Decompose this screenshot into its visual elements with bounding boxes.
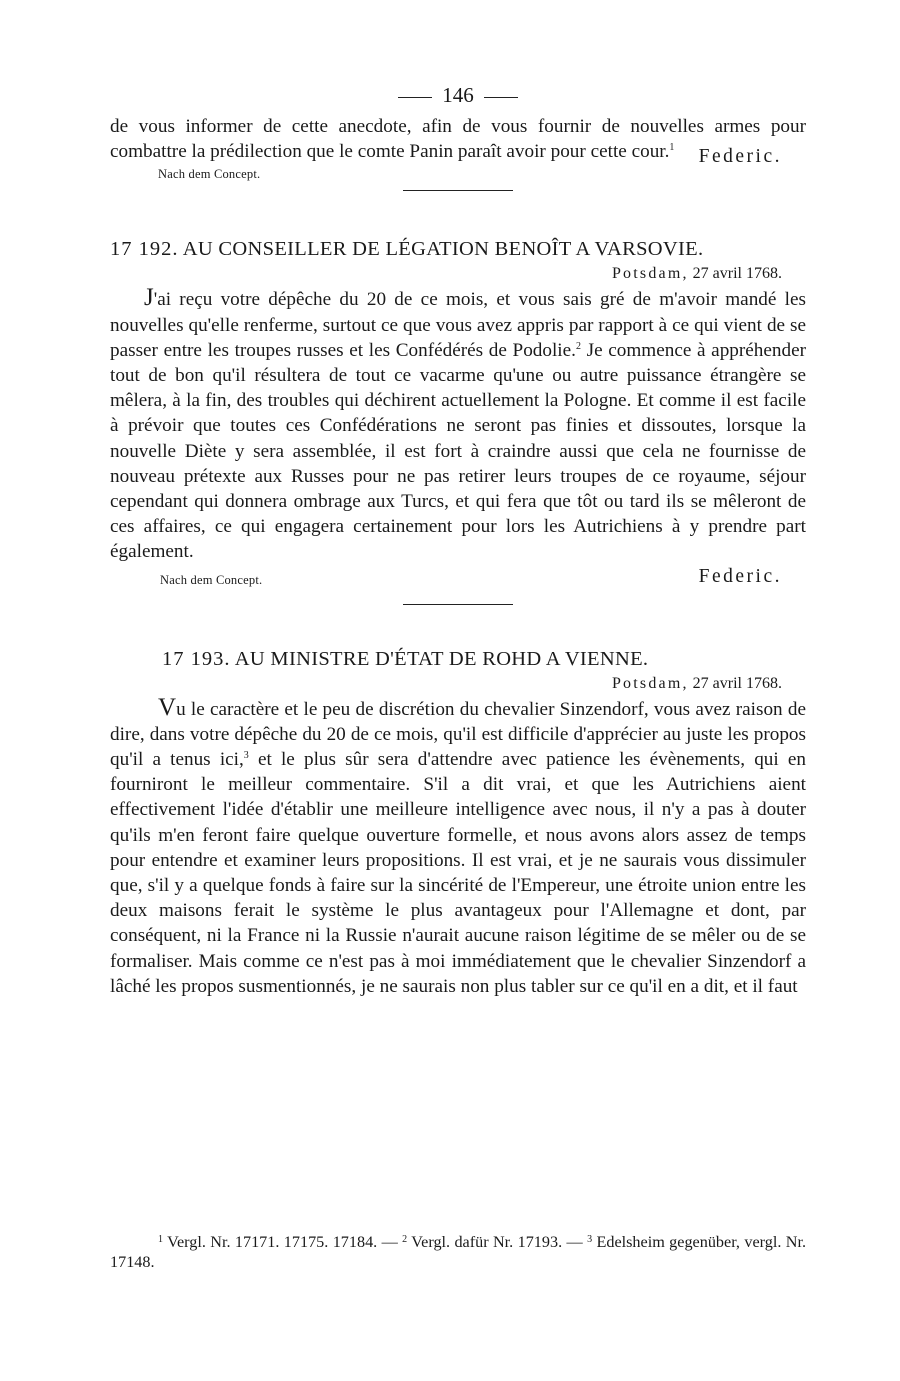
letter-number: 17 193.	[162, 647, 231, 670]
signature: Federic.	[698, 565, 782, 587]
header-dash-right	[484, 97, 518, 98]
letter-text-part-2: Je commence à appréhender tout de bon qu'il résultera de tout ce vacarme qu'une ou autre puissance étrangère se mêlera, à la fin, des troubles qui déchirent actuellement la Pologne. Et comme il est facile à prévoir que toutes ces Confédérations ne seront pas finies et dissoutes, lorsque la nouvelle Diète y sera assemblée, il est fort à craindre aussi que cela ne fournisse de nouveau prétexte aux Russes pour ne pas retirer leurs troupes de ce royaume, séjour cependant qui donnera ombrage aux Turcs, et qui fera que tôt ou tard ils se mêleront de ces affaires, ce qui engagera certainement pour lors les Autrichiens à y prendre part également.	[110, 339, 806, 563]
letter-date: 27 avril 1768.	[692, 674, 782, 692]
letter-heading	[162, 645, 806, 673]
letter-title: AU CONSEILLER DE LÉGATION BENOÎT A VARSOVIE.	[182, 238, 704, 261]
source-note: Nach dem Concept.	[158, 167, 261, 182]
letter-dateline	[110, 673, 782, 695]
letter-text-part-1: u le caractère et le peu de discrétion du chevalier Sinzendorf, vous avez raison de dire, dans votre dépêche du 20 de ce mois, qu'il est difficile d'apprécier au juste les propos qu'il a tenus ici,	[110, 698, 806, 771]
footnote-marker: 2	[402, 1234, 408, 1245]
intro-text: de vous informer de cette anecdote, afin de vous fournir de nouvelles armes pour combattre la prédilection que le comte Panin paraît avoir pour cette cour.	[110, 116, 806, 163]
letter-heading	[110, 235, 806, 263]
letter-place: Potsdam,	[611, 674, 689, 692]
initial-letter: J	[144, 284, 154, 312]
letter-title: AU MINISTRE D'ÉTAT DE ROHD A VIENNE.	[234, 647, 649, 670]
letter-place: Potsdam,	[611, 265, 689, 283]
page-number: 146	[442, 83, 474, 107]
footnote-marker: 3	[587, 1234, 593, 1245]
letter-paragraph	[110, 693, 806, 999]
initial-letter: V	[158, 693, 177, 721]
footnote-ref: 2	[575, 340, 581, 352]
source-note: Nach dem Concept.	[160, 572, 263, 587]
footnote-marker: 1	[158, 1234, 163, 1245]
letter-paragraph	[110, 284, 806, 564]
page-body	[110, 80, 806, 999]
letter-dateline	[110, 263, 782, 285]
footnote-text: Vergl. dafür Nr. 17193. —	[407, 1233, 588, 1251]
footnote-text: Vergl. Nr. 17171. 17175. 17184. —	[163, 1233, 403, 1251]
section-rule	[403, 190, 513, 191]
letter-closing	[110, 566, 806, 588]
letter-text-part-1: 'ai reçu votre dépêche du 20 de ce mois, et vous sais gré de m'avoir mandé les nouvelles qu'elle renferme, surtout ce que vous avez appris par rapport à ce qui vient de se passer entre les troupes russes et les Confédérés de Podolie.	[110, 289, 806, 361]
section-rule	[403, 604, 513, 605]
footnote-ref: 3	[243, 750, 249, 762]
footnote-ref: 1	[669, 142, 675, 154]
letter-number: 17 192.	[110, 238, 179, 261]
signature: Federic.	[698, 146, 782, 168]
letter-date: 27 avril 1768.	[692, 265, 782, 283]
intro-closing	[110, 146, 806, 184]
footnotes	[110, 1232, 806, 1272]
page-header	[110, 80, 806, 114]
letter-text-part-2: et le plus sûr sera d'attendre avec patience les évènements, qui en fourniront le meilleur commentaire. S'il a dit vrai, et que les Autrichiens aient effectivement l'idée d'établir une meilleure intelligence avec nous, il n'y a pas à douter qu'ils m'en feront faire quelque ouverture formelle, et nous avons alors assez de temps pour entendre et examiner leurs propositions. Il est vrai, et je ne saurais vous dissimuler que, s'il y a quelque fonds à faire sur la sincérité de l'Empereur, une étroite union entre les deux maisons ferait le système le plus avantageux pour l'Allemagne et dont, par conséquent, ni la France ni la Russie n'aurait aucune raison légitime de se mêler ou de se formaliser. Mais comme ce n'est pas à moi immédiatement que le chevalier Sinzendorf a lâché les propos susmentionnés, je ne saurais non plus tabler sur ce qu'il en a dit, et il faut	[110, 749, 806, 997]
header-dash-left	[398, 97, 432, 98]
footnote-text: Edelsheim gegenüber, vergl. Nr. 17148.	[110, 1233, 806, 1271]
